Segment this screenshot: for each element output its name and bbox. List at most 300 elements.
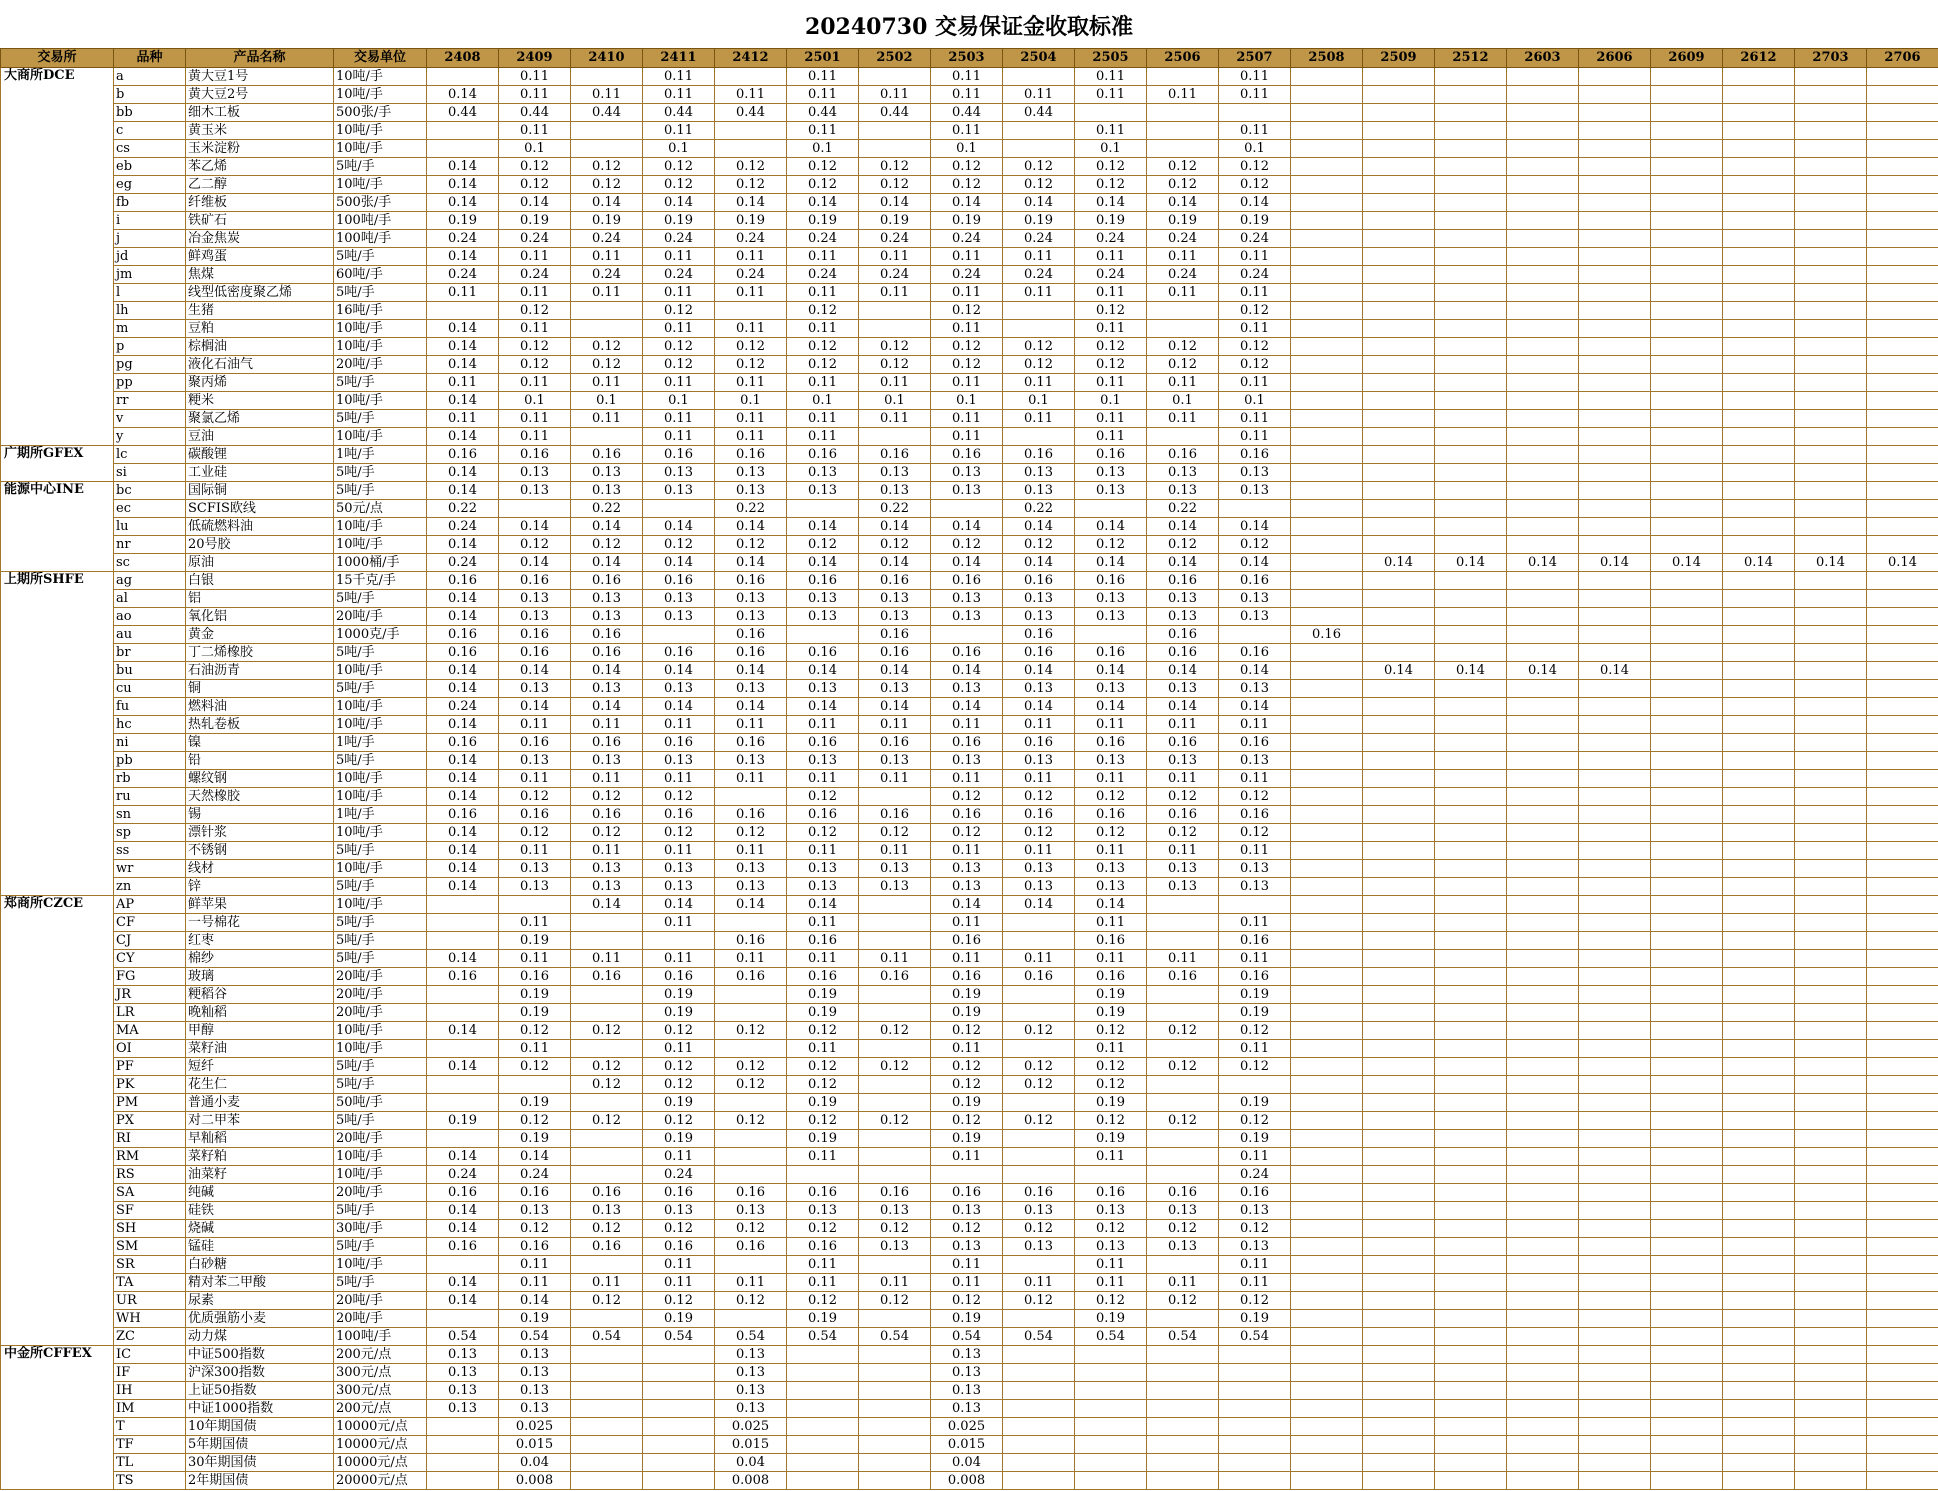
margin-rate-cell[interactable]: [1507, 86, 1579, 104]
trading-unit-cell[interactable]: 16吨/手: [334, 302, 427, 320]
margin-rate-cell[interactable]: [1651, 518, 1723, 536]
margin-rate-cell[interactable]: [859, 1400, 931, 1418]
margin-rate-cell[interactable]: 0.12: [1003, 1220, 1075, 1238]
margin-rate-cell[interactable]: 0.14: [715, 662, 787, 680]
trading-unit-cell[interactable]: 20吨/手: [334, 1130, 427, 1148]
margin-rate-cell[interactable]: [571, 1364, 643, 1382]
margin-rate-cell[interactable]: [1507, 464, 1579, 482]
margin-rate-cell[interactable]: [1651, 680, 1723, 698]
margin-rate-cell[interactable]: 0.16: [571, 644, 643, 662]
margin-rate-cell[interactable]: [1435, 1292, 1507, 1310]
margin-rate-cell[interactable]: 0.14: [859, 662, 931, 680]
trading-unit-cell[interactable]: 100吨/手: [334, 1328, 427, 1346]
margin-rate-cell[interactable]: 0.11: [1219, 1040, 1291, 1058]
margin-rate-cell[interactable]: [1291, 68, 1363, 86]
margin-rate-cell[interactable]: [1579, 572, 1651, 590]
margin-rate-cell[interactable]: 0.13: [1075, 464, 1147, 482]
margin-rate-cell[interactable]: [427, 1076, 499, 1094]
margin-rate-cell[interactable]: 0.24: [499, 266, 571, 284]
margin-rate-cell[interactable]: 0.19: [643, 212, 715, 230]
margin-rate-cell[interactable]: [1795, 1076, 1867, 1094]
margin-rate-cell[interactable]: [1147, 1364, 1219, 1382]
margin-rate-cell[interactable]: [1795, 446, 1867, 464]
margin-rate-cell[interactable]: 0.16: [1219, 644, 1291, 662]
margin-rate-cell[interactable]: 0.16: [499, 446, 571, 464]
margin-rate-cell[interactable]: [1795, 212, 1867, 230]
margin-rate-cell[interactable]: [1867, 266, 1938, 284]
margin-rate-cell[interactable]: [1867, 1400, 1938, 1418]
margin-rate-cell[interactable]: [1867, 356, 1938, 374]
margin-rate-cell[interactable]: [787, 1382, 859, 1400]
margin-rate-cell[interactable]: [1435, 788, 1507, 806]
trading-unit-cell[interactable]: 5吨/手: [334, 248, 427, 266]
margin-rate-cell[interactable]: 0.16: [1003, 806, 1075, 824]
margin-rate-cell[interactable]: [1291, 662, 1363, 680]
margin-rate-cell[interactable]: [1075, 1346, 1147, 1364]
margin-rate-cell[interactable]: [1651, 1094, 1723, 1112]
margin-rate-cell[interactable]: [1795, 806, 1867, 824]
margin-rate-cell[interactable]: 0.12: [931, 788, 1003, 806]
margin-rate-cell[interactable]: [1435, 1130, 1507, 1148]
margin-rate-cell[interactable]: [1147, 1148, 1219, 1166]
margin-rate-cell[interactable]: 0.11: [1147, 950, 1219, 968]
margin-rate-cell[interactable]: 0.11: [1147, 284, 1219, 302]
margin-rate-cell[interactable]: 0.13: [931, 1346, 1003, 1364]
margin-rate-cell[interactable]: [1867, 770, 1938, 788]
margin-rate-cell[interactable]: 0.13: [715, 464, 787, 482]
margin-rate-cell[interactable]: [1723, 68, 1795, 86]
margin-rate-cell[interactable]: 0.11: [715, 374, 787, 392]
margin-rate-cell[interactable]: 0.11: [571, 284, 643, 302]
trading-unit-cell[interactable]: 20吨/手: [334, 608, 427, 626]
margin-rate-cell[interactable]: [1363, 1328, 1435, 1346]
margin-rate-cell[interactable]: [1651, 1130, 1723, 1148]
margin-rate-cell[interactable]: 0.12: [859, 176, 931, 194]
margin-rate-cell[interactable]: 0.12: [859, 1022, 931, 1040]
margin-rate-cell[interactable]: [1795, 734, 1867, 752]
margin-rate-cell[interactable]: 0.19: [1075, 1094, 1147, 1112]
margin-rate-cell[interactable]: 0.13: [571, 1202, 643, 1220]
symbol-cell[interactable]: c: [114, 122, 186, 140]
margin-rate-cell[interactable]: [1363, 212, 1435, 230]
margin-rate-cell[interactable]: 0.14: [1219, 662, 1291, 680]
margin-rate-cell[interactable]: [1723, 1310, 1795, 1328]
margin-rate-cell[interactable]: 0.14: [499, 698, 571, 716]
margin-rate-cell[interactable]: 0.13: [1147, 1238, 1219, 1256]
margin-rate-cell[interactable]: 0.11: [931, 248, 1003, 266]
margin-rate-cell[interactable]: 0.11: [1075, 914, 1147, 932]
margin-rate-cell[interactable]: 0.44: [931, 104, 1003, 122]
margin-rate-cell[interactable]: [859, 1166, 931, 1184]
margin-rate-cell[interactable]: 0.13: [1075, 680, 1147, 698]
margin-rate-cell[interactable]: 0.12: [931, 338, 1003, 356]
margin-rate-cell[interactable]: 0.54: [427, 1328, 499, 1346]
margin-rate-cell[interactable]: 0.14: [427, 158, 499, 176]
margin-rate-cell[interactable]: 0.16: [1075, 644, 1147, 662]
margin-rate-cell[interactable]: 0.16: [931, 446, 1003, 464]
product-name-cell[interactable]: 黄大豆2号: [186, 86, 334, 104]
margin-rate-cell[interactable]: [1795, 1040, 1867, 1058]
margin-rate-cell[interactable]: 0.12: [1003, 158, 1075, 176]
column-header[interactable]: 产品名称: [186, 49, 334, 68]
margin-rate-cell[interactable]: [1291, 194, 1363, 212]
margin-rate-cell[interactable]: [1795, 1346, 1867, 1364]
margin-rate-cell[interactable]: [1003, 68, 1075, 86]
margin-rate-cell[interactable]: [1795, 644, 1867, 662]
margin-rate-cell[interactable]: 0.12: [643, 536, 715, 554]
margin-rate-cell[interactable]: [1291, 1184, 1363, 1202]
margin-rate-cell[interactable]: [787, 1346, 859, 1364]
margin-rate-cell[interactable]: [1795, 194, 1867, 212]
margin-rate-cell[interactable]: [1219, 1400, 1291, 1418]
margin-rate-cell[interactable]: 0.11: [859, 410, 931, 428]
margin-rate-cell[interactable]: [1723, 860, 1795, 878]
margin-rate-cell[interactable]: 0.11: [499, 950, 571, 968]
margin-rate-cell[interactable]: [1867, 536, 1938, 554]
margin-rate-cell[interactable]: [1435, 428, 1507, 446]
symbol-cell[interactable]: rr: [114, 392, 186, 410]
margin-rate-cell[interactable]: [571, 68, 643, 86]
margin-rate-cell[interactable]: [1291, 968, 1363, 986]
margin-rate-cell[interactable]: 0.11: [931, 842, 1003, 860]
symbol-cell[interactable]: CF: [114, 914, 186, 932]
margin-rate-cell[interactable]: [1291, 860, 1363, 878]
column-header[interactable]: 2509: [1363, 49, 1435, 68]
symbol-cell[interactable]: ao: [114, 608, 186, 626]
margin-rate-cell[interactable]: 0.13: [715, 1382, 787, 1400]
margin-rate-cell[interactable]: 0.12: [499, 356, 571, 374]
margin-rate-cell[interactable]: [1651, 914, 1723, 932]
margin-rate-cell[interactable]: [1579, 842, 1651, 860]
trading-unit-cell[interactable]: 1000克/手: [334, 626, 427, 644]
margin-rate-cell[interactable]: 0.11: [1219, 428, 1291, 446]
margin-rate-cell[interactable]: [1651, 1418, 1723, 1436]
margin-rate-cell[interactable]: 0.13: [571, 680, 643, 698]
margin-rate-cell[interactable]: [1795, 122, 1867, 140]
product-name-cell[interactable]: 短纤: [186, 1058, 334, 1076]
margin-rate-cell[interactable]: 0.13: [1003, 752, 1075, 770]
margin-rate-cell[interactable]: [1507, 788, 1579, 806]
margin-rate-cell[interactable]: [643, 1436, 715, 1454]
margin-rate-cell[interactable]: [1147, 1400, 1219, 1418]
margin-rate-cell[interactable]: 0.11: [715, 770, 787, 788]
margin-rate-cell[interactable]: [1003, 1004, 1075, 1022]
margin-rate-cell[interactable]: 0.16: [427, 734, 499, 752]
margin-rate-cell[interactable]: [1363, 968, 1435, 986]
margin-rate-cell[interactable]: 0.14: [427, 770, 499, 788]
margin-rate-cell[interactable]: 0.44: [643, 104, 715, 122]
trading-unit-cell[interactable]: 5吨/手: [334, 482, 427, 500]
margin-rate-cell[interactable]: 0.14: [1723, 554, 1795, 572]
margin-rate-cell[interactable]: 0.11: [931, 914, 1003, 932]
margin-rate-cell[interactable]: [1723, 1400, 1795, 1418]
margin-rate-cell[interactable]: [1291, 446, 1363, 464]
column-header[interactable]: 2606: [1579, 49, 1651, 68]
column-header[interactable]: 2609: [1651, 49, 1723, 68]
margin-rate-cell[interactable]: 0.44: [859, 104, 931, 122]
margin-rate-cell[interactable]: 0.11: [931, 86, 1003, 104]
margin-rate-cell[interactable]: [787, 1472, 859, 1490]
margin-rate-cell[interactable]: 0.16: [427, 572, 499, 590]
margin-rate-cell[interactable]: 0.16: [499, 626, 571, 644]
margin-rate-cell[interactable]: [1507, 374, 1579, 392]
margin-rate-cell[interactable]: 0.13: [427, 1364, 499, 1382]
margin-rate-cell[interactable]: [1507, 428, 1579, 446]
margin-rate-cell[interactable]: [1723, 824, 1795, 842]
margin-rate-cell[interactable]: [1651, 644, 1723, 662]
margin-rate-cell[interactable]: 0.13: [427, 1346, 499, 1364]
margin-rate-cell[interactable]: [1075, 500, 1147, 518]
margin-rate-cell[interactable]: 0.12: [1219, 176, 1291, 194]
margin-rate-cell[interactable]: 0.13: [499, 608, 571, 626]
margin-rate-cell[interactable]: [1867, 1472, 1938, 1490]
product-name-cell[interactable]: 上证50指数: [186, 1382, 334, 1400]
margin-rate-cell[interactable]: 0.14: [1003, 554, 1075, 572]
margin-rate-cell[interactable]: 0.11: [499, 914, 571, 932]
margin-rate-cell[interactable]: 0.12: [1147, 176, 1219, 194]
margin-rate-cell[interactable]: 0.12: [643, 158, 715, 176]
margin-rate-cell[interactable]: [1723, 1058, 1795, 1076]
margin-rate-cell[interactable]: 0.11: [1075, 410, 1147, 428]
margin-rate-cell[interactable]: 0.015: [499, 1436, 571, 1454]
margin-rate-cell[interactable]: 0.14: [931, 194, 1003, 212]
margin-rate-cell[interactable]: 0.14: [427, 1058, 499, 1076]
margin-rate-cell[interactable]: 0.19: [499, 1310, 571, 1328]
margin-rate-cell[interactable]: 0.16: [715, 1238, 787, 1256]
product-name-cell[interactable]: 乙二醇: [186, 176, 334, 194]
symbol-cell[interactable]: MA: [114, 1022, 186, 1040]
margin-rate-cell[interactable]: 0.11: [715, 410, 787, 428]
margin-rate-cell[interactable]: 0.12: [859, 158, 931, 176]
margin-rate-cell[interactable]: [1723, 1292, 1795, 1310]
margin-rate-cell[interactable]: [1867, 968, 1938, 986]
margin-rate-cell[interactable]: 0.14: [1579, 662, 1651, 680]
margin-rate-cell[interactable]: 0.12: [1147, 1292, 1219, 1310]
margin-rate-cell[interactable]: 0.16: [427, 446, 499, 464]
margin-rate-cell[interactable]: [1579, 1436, 1651, 1454]
margin-rate-cell[interactable]: 0.11: [859, 1274, 931, 1292]
product-name-cell[interactable]: 国际铜: [186, 482, 334, 500]
margin-rate-cell[interactable]: [1867, 806, 1938, 824]
margin-rate-cell[interactable]: [1507, 176, 1579, 194]
margin-rate-cell[interactable]: [1075, 1472, 1147, 1490]
margin-rate-cell[interactable]: [1723, 968, 1795, 986]
product-name-cell[interactable]: 优质强筋小麦: [186, 1310, 334, 1328]
symbol-cell[interactable]: a: [114, 68, 186, 86]
margin-rate-cell[interactable]: 0.14: [427, 1292, 499, 1310]
margin-rate-cell[interactable]: [1651, 284, 1723, 302]
margin-rate-cell[interactable]: [1579, 878, 1651, 896]
margin-rate-cell[interactable]: 0.14: [715, 698, 787, 716]
margin-rate-cell[interactable]: [1795, 1418, 1867, 1436]
margin-rate-cell[interactable]: [859, 1076, 931, 1094]
margin-rate-cell[interactable]: 0.11: [1219, 1256, 1291, 1274]
margin-rate-cell[interactable]: 0.11: [499, 122, 571, 140]
margin-rate-cell[interactable]: [859, 1436, 931, 1454]
margin-rate-cell[interactable]: 0.14: [787, 896, 859, 914]
trading-unit-cell[interactable]: 20吨/手: [334, 1292, 427, 1310]
margin-rate-cell[interactable]: [571, 122, 643, 140]
margin-rate-cell[interactable]: 0.24: [571, 230, 643, 248]
margin-rate-cell[interactable]: [571, 1040, 643, 1058]
margin-rate-cell[interactable]: 0.12: [1075, 176, 1147, 194]
margin-rate-cell[interactable]: [1147, 1076, 1219, 1094]
margin-rate-cell[interactable]: 0.11: [787, 248, 859, 266]
margin-rate-cell[interactable]: 0.13: [859, 1202, 931, 1220]
symbol-cell[interactable]: sc: [114, 554, 186, 572]
margin-rate-cell[interactable]: [1003, 122, 1075, 140]
symbol-cell[interactable]: fu: [114, 698, 186, 716]
margin-rate-cell[interactable]: [1723, 482, 1795, 500]
symbol-cell[interactable]: SF: [114, 1202, 186, 1220]
margin-rate-cell[interactable]: 0.16: [859, 644, 931, 662]
product-name-cell[interactable]: 玉米淀粉: [186, 140, 334, 158]
margin-rate-cell[interactable]: [859, 1454, 931, 1472]
margin-rate-cell[interactable]: 0.16: [1147, 572, 1219, 590]
symbol-cell[interactable]: bu: [114, 662, 186, 680]
product-name-cell[interactable]: 花生仁: [186, 1076, 334, 1094]
product-name-cell[interactable]: 锰硅: [186, 1238, 334, 1256]
margin-rate-cell[interactable]: [1723, 464, 1795, 482]
margin-rate-cell[interactable]: 0.12: [1075, 788, 1147, 806]
margin-rate-cell[interactable]: 0.19: [1219, 1004, 1291, 1022]
margin-rate-cell[interactable]: [1291, 122, 1363, 140]
margin-rate-cell[interactable]: [1363, 464, 1435, 482]
margin-rate-cell[interactable]: [1651, 1202, 1723, 1220]
margin-rate-cell[interactable]: 0.12: [571, 1220, 643, 1238]
margin-rate-cell[interactable]: [1435, 1004, 1507, 1022]
margin-rate-cell[interactable]: [1507, 1400, 1579, 1418]
margin-rate-cell[interactable]: [1363, 1022, 1435, 1040]
margin-rate-cell[interactable]: [1363, 806, 1435, 824]
margin-rate-cell[interactable]: [571, 1004, 643, 1022]
margin-rate-cell[interactable]: 0.13: [499, 1400, 571, 1418]
margin-rate-cell[interactable]: [1579, 914, 1651, 932]
margin-rate-cell[interactable]: 0.11: [427, 374, 499, 392]
margin-rate-cell[interactable]: [427, 1418, 499, 1436]
margin-rate-cell[interactable]: [1867, 1184, 1938, 1202]
margin-rate-cell[interactable]: 0.13: [715, 482, 787, 500]
margin-rate-cell[interactable]: 0.24: [499, 230, 571, 248]
margin-rate-cell[interactable]: 0.16: [859, 1184, 931, 1202]
margin-rate-cell[interactable]: 0.12: [859, 536, 931, 554]
margin-rate-cell[interactable]: 0.24: [427, 266, 499, 284]
margin-rate-cell[interactable]: 0.19: [787, 1310, 859, 1328]
margin-rate-cell[interactable]: [1291, 788, 1363, 806]
margin-rate-cell[interactable]: [1363, 1382, 1435, 1400]
margin-rate-cell[interactable]: 0.13: [715, 752, 787, 770]
margin-rate-cell[interactable]: [1579, 104, 1651, 122]
margin-rate-cell[interactable]: 0.13: [931, 752, 1003, 770]
margin-rate-cell[interactable]: 0.12: [715, 1112, 787, 1130]
trading-unit-cell[interactable]: 20000元/点: [334, 1472, 427, 1490]
margin-rate-cell[interactable]: [1363, 878, 1435, 896]
margin-rate-cell[interactable]: [787, 1418, 859, 1436]
margin-rate-cell[interactable]: 0.12: [715, 338, 787, 356]
margin-rate-cell[interactable]: 0.19: [1075, 1310, 1147, 1328]
margin-rate-cell[interactable]: [1579, 212, 1651, 230]
symbol-cell[interactable]: sn: [114, 806, 186, 824]
margin-rate-cell[interactable]: [1651, 968, 1723, 986]
margin-rate-cell[interactable]: [1291, 1382, 1363, 1400]
margin-rate-cell[interactable]: [1363, 950, 1435, 968]
margin-rate-cell[interactable]: [1291, 932, 1363, 950]
margin-rate-cell[interactable]: [1507, 518, 1579, 536]
margin-rate-cell[interactable]: 0.13: [643, 590, 715, 608]
margin-rate-cell[interactable]: [1291, 104, 1363, 122]
margin-rate-cell[interactable]: [1795, 878, 1867, 896]
margin-rate-cell[interactable]: [1723, 194, 1795, 212]
margin-rate-cell[interactable]: [1795, 1436, 1867, 1454]
margin-rate-cell[interactable]: [1291, 950, 1363, 968]
margin-rate-cell[interactable]: 0.12: [1219, 1220, 1291, 1238]
margin-rate-cell[interactable]: [1435, 950, 1507, 968]
trading-unit-cell[interactable]: 5吨/手: [334, 1202, 427, 1220]
margin-rate-cell[interactable]: [1867, 662, 1938, 680]
margin-rate-cell[interactable]: 0.11: [643, 1274, 715, 1292]
margin-rate-cell[interactable]: [1363, 860, 1435, 878]
margin-rate-cell[interactable]: 0.13: [1003, 482, 1075, 500]
margin-rate-cell[interactable]: [787, 1436, 859, 1454]
margin-rate-cell[interactable]: 0.12: [571, 536, 643, 554]
margin-rate-cell[interactable]: 0.16: [1147, 1184, 1219, 1202]
margin-rate-cell[interactable]: [1723, 1220, 1795, 1238]
margin-rate-cell[interactable]: 0.19: [643, 1130, 715, 1148]
margin-rate-cell[interactable]: [1363, 284, 1435, 302]
margin-rate-cell[interactable]: [1291, 1472, 1363, 1490]
margin-rate-cell[interactable]: 0.16: [931, 806, 1003, 824]
margin-rate-cell[interactable]: 0.14: [1003, 662, 1075, 680]
margin-rate-cell[interactable]: 0.24: [715, 266, 787, 284]
margin-rate-cell[interactable]: [1579, 1292, 1651, 1310]
margin-rate-cell[interactable]: 0.14: [427, 1022, 499, 1040]
product-name-cell[interactable]: 聚氯乙烯: [186, 410, 334, 428]
margin-rate-cell[interactable]: 0.11: [715, 320, 787, 338]
margin-rate-cell[interactable]: 0.1: [859, 392, 931, 410]
margin-rate-cell[interactable]: [1435, 302, 1507, 320]
margin-rate-cell[interactable]: 0.14: [1651, 554, 1723, 572]
margin-rate-cell[interactable]: [1435, 500, 1507, 518]
margin-rate-cell[interactable]: [1723, 1148, 1795, 1166]
margin-rate-cell[interactable]: 0.13: [1219, 860, 1291, 878]
margin-rate-cell[interactable]: 0.16: [643, 644, 715, 662]
column-header[interactable]: 2408: [427, 49, 499, 68]
margin-rate-cell[interactable]: [859, 140, 931, 158]
margin-rate-cell[interactable]: [1795, 410, 1867, 428]
margin-rate-cell[interactable]: [1795, 482, 1867, 500]
margin-rate-cell[interactable]: [1723, 662, 1795, 680]
symbol-cell[interactable]: SM: [114, 1238, 186, 1256]
symbol-cell[interactable]: SR: [114, 1256, 186, 1274]
margin-rate-cell[interactable]: [1651, 68, 1723, 86]
trading-unit-cell[interactable]: 10吨/手: [334, 68, 427, 86]
margin-rate-cell[interactable]: 0.12: [643, 356, 715, 374]
margin-rate-cell[interactable]: [1363, 230, 1435, 248]
margin-rate-cell[interactable]: [1651, 410, 1723, 428]
margin-rate-cell[interactable]: [1723, 1274, 1795, 1292]
margin-rate-cell[interactable]: [1507, 1310, 1579, 1328]
margin-rate-cell[interactable]: [1363, 446, 1435, 464]
margin-rate-cell[interactable]: 0.11: [499, 1274, 571, 1292]
product-name-cell[interactable]: 油菜籽: [186, 1166, 334, 1184]
margin-rate-cell[interactable]: [1435, 1094, 1507, 1112]
margin-rate-cell[interactable]: [1651, 1472, 1723, 1490]
margin-rate-cell[interactable]: 0.13: [1219, 1238, 1291, 1256]
margin-rate-cell[interactable]: 0.1: [787, 140, 859, 158]
trading-unit-cell[interactable]: 10吨/手: [334, 1022, 427, 1040]
margin-rate-cell[interactable]: [1507, 356, 1579, 374]
margin-rate-cell[interactable]: [1795, 1112, 1867, 1130]
